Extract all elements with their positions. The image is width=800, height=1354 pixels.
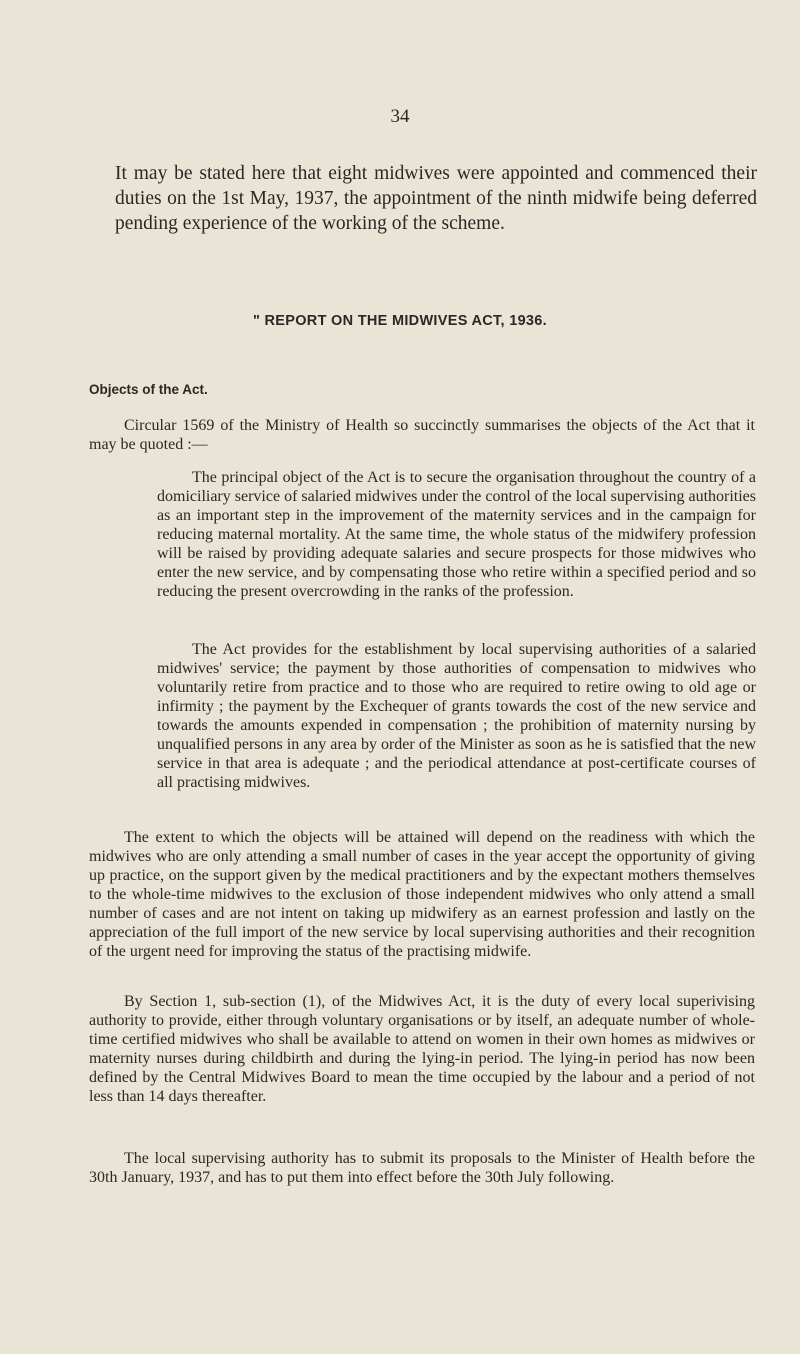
page-number: 34 [390,106,410,127]
paragraph-extent-of-objects: The extent to which the objects will be attained will depend on the readiness with which the midwives who are only attending a small number of cases in the year accept the opportunity of giving up practice, on the support given by the medical practitioners and by the expectant mothers themselves to the whole-time midwives to the exclusion of those independent midwives who only attend a small number of cases and are not intent on taking up midwifery as an earnest profession and lastly on the appreciation of the full import of the new service by local supervising authorities and their recognition of the urgent need for improving the status of the practising midwife. [89,829,755,960]
report-heading: " REPORT ON THE MIDWIVES ACT, 1936. [253,313,547,329]
circular-paragraph: Circular 1569 of the Ministry of Health so succinctly summarises the objects of the Act that it may be quoted :— [89,417,755,453]
intro-paragraph: It may be stated here that eight midwives were appointed and commenced their duties on the 1st May, 1937, the appointment of the ninth midwife being deferred pending experience of the working of the scheme. [115,163,757,234]
quoted-paragraph-act-provisions: The Act provides for the establishment by local supervising authorities of a salaried midwives' service; the payment by those authorities of compensation to midwives who voluntarily retire from practice and to those who are required to retire owing to old age or infirmity ; the payment by the Exchequer of grants towards the cost of the new service and towards the amounts expended in compensation ; the prohibition of maternity nursing by unqualified persons in any area by order of the Minister as soon as he is satisfied that the new service in that area is adequate ; and the periodical attendance at post-certificate courses of all practising midwives. [157,641,756,791]
paragraph-proposals-deadline: The local supervising authority has to submit its proposals to the Minister of Health before the 30th January, 1937, and has to put them into effect before the 30th July following. [89,1150,755,1186]
quoted-paragraph-principal-object: The principal object of the Act is to secure the organisation throughout the country of a domiciliary service of salaried midwives under the control of the local supervising authorities as an important step in the improvement of the maternity services and in the campaign for reducing maternal mortality. At the same time, the whole status of the midwifery profession will be raised by providing adequate salaries and secure prospects for those midwives who enter the new service, and by compensating those who retire within a specified period and so reducing the present overcrowding in the ranks of the profession. [157,469,756,600]
paragraph-section-one: By Section 1, sub-section (1), of the Midwives Act, it is the duty of every local superivising authority to provide, either through voluntary organisations or by itself, an adequate number of whole-time certified midwives who shall be available to attend on women in their own homes as midwives or maternity nurses during childbirth and during the lying-in period. The lying-in period has now been defined by the Central Midwives Board to mean the time occupied by the labour and a period of not less than 14 days thereafter. [89,993,755,1105]
section-heading: Objects of the Act. [89,382,208,397]
